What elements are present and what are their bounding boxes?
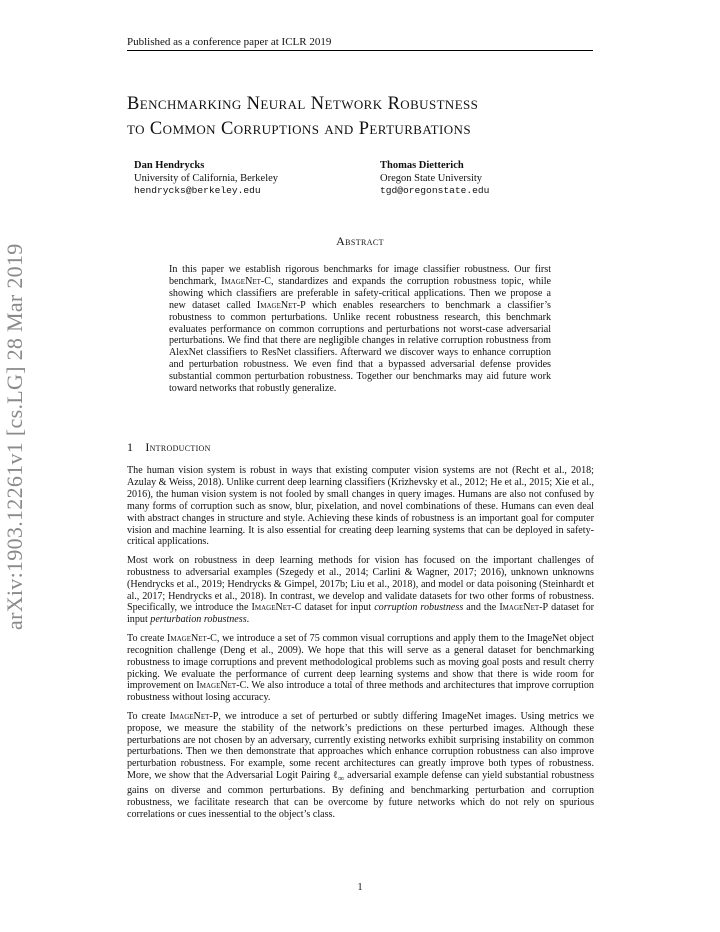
section-title: Introduction bbox=[145, 440, 211, 454]
abstract-text: In this paper we establish rigorous benchmarks for image classifier robustness. Our first benchmark, ImageNet-C, standardizes and expands the corruption robustness topic, while showing which classifiers are preferable in safety-critical applications. Then we propose a new dataset called ImageNet-P which enables researchers to benchmark a classifier’s robustness to common perturbations. Unlike recent robustness research, this benchmark evaluates performance on common corruptions and perturbations not worst-case adversarial perturbations. We find that there are negligible changes in relative corruption robustness from AlexNet classifiers to ResNet classifiers. Afterward we discover ways to enhance corruption and perturbation robustness. We even find that a bypassed adversarial defense provides substantial common perturbation robustness. Together our benchmarks may aid future work toward networks that robustly generalize. bbox=[169, 264, 552, 395]
author-1 bbox=[134, 160, 278, 198]
author-name: Dan Hendrycks bbox=[134, 160, 205, 171]
page-number: 1 bbox=[357, 882, 363, 893]
author-email: tgd@oregonstate.edu bbox=[380, 185, 490, 196]
intro-body bbox=[127, 465, 594, 827]
paragraph: To create ImageNet-P, we introduce a set of perturbed or subtly differing ImageNet images. Using metrics we propose, we measure the stability of the network’s predictions on these perturbed images. Although these perturbations are not chosen by an adversary, currently existing networks exhibit surprising instability on common perturbations. Then we then demonstrate that approaches which enhance corruption robustness can also improve perturbation robustness. For example, some recent architectures can greatly improve both types of robustness. More, we show that the Adversarial Logit Pairing ℓ$_\infty$ adversarial example defense can yield substantial robustness gains on diverse and common perturbations. By defining and benchmarking perturbation and corruption robustness, we facilitate research that can be overcome by future networks which do not rely on spurious correlations or cues inessential to the object’s class. bbox=[127, 710, 595, 820]
paper-title bbox=[127, 92, 597, 142]
title-line-1: Benchmarking Neural Network Robustness bbox=[127, 94, 479, 114]
paragraph: The human vision system is robust in ways that existing computer vision systems are not (Recht et al., 2018; Azulay & Weiss, 2018). Unlike current deep learning classifiers (Krizhevsky et al., 2012; He et al., 2015; Xie et al., 2016), the human vision system is not fooled by small changes in query images. Humans are also not confused by many forms of corruption such as snow, blur, pixelation, and novel combinations of these. Humans can even deal with abstract changes in structure and style. Achieving these kinds of robustness is an important goal for computer vision and machine learning. It is also essential for creating deep learning systems that can be deployed in safety-critical applications. bbox=[127, 465, 594, 548]
abstract-heading: Abstract bbox=[336, 234, 384, 248]
section-heading bbox=[127, 440, 211, 455]
author-name: Thomas Dietterich bbox=[380, 160, 464, 171]
paragraph: To create ImageNet-C, we introduce a set of 75 common visual corruptions and apply them to the ImageNet object recognition challenge (Deng et al., 2009). We hope that this will serve as a general dataset for benchmarking robustness to image corruptions and prevent methodological problems such as moving goal posts and result cherry picking. We evaluate the performance of current deep learning systems and show that there is wide room for improvement on ImageNet-C. We also introduce a total of three methods and architectures that improve corruption robustness without losing accuracy. bbox=[127, 632, 594, 704]
arxiv-stamp: arXiv:1903.12261v1 [cs.LG] 28 Mar 2019 bbox=[2, 243, 27, 630]
author-email: hendrycks@berkeley.edu bbox=[134, 185, 261, 196]
conference-header: Published as a conference paper at ICLR 2019 bbox=[127, 36, 593, 51]
author-affiliation: Oregon State University bbox=[380, 172, 483, 184]
paragraph: Most work on robustness in deep learning methods for vision has focused on the important challenges of robustness to adversarial examples (Szegedy et al., 2014; Carlini & Wagner, 2017; 2016), unknown unknowns (Hendrycks et al., 2019; Hendrycks & Gimpel, 2017b; Liu et al., 2018), and model or data poisoning (Steinhardt et al., 2017; Hendrycks et al., 2018). In contrast, we develop and validate datasets for two other forms of robustness. Specifically, we introduce the ImageNet-C dataset for input corruption robustness and the ImageNet-P dataset for input perturbation robustness. bbox=[127, 554, 595, 626]
author-2 bbox=[380, 160, 489, 198]
section-number: 1 bbox=[127, 440, 134, 454]
author-affiliation: University of California, Berkeley bbox=[134, 172, 279, 184]
title-line-2: to Common Corruptions and Perturbations bbox=[127, 119, 471, 139]
